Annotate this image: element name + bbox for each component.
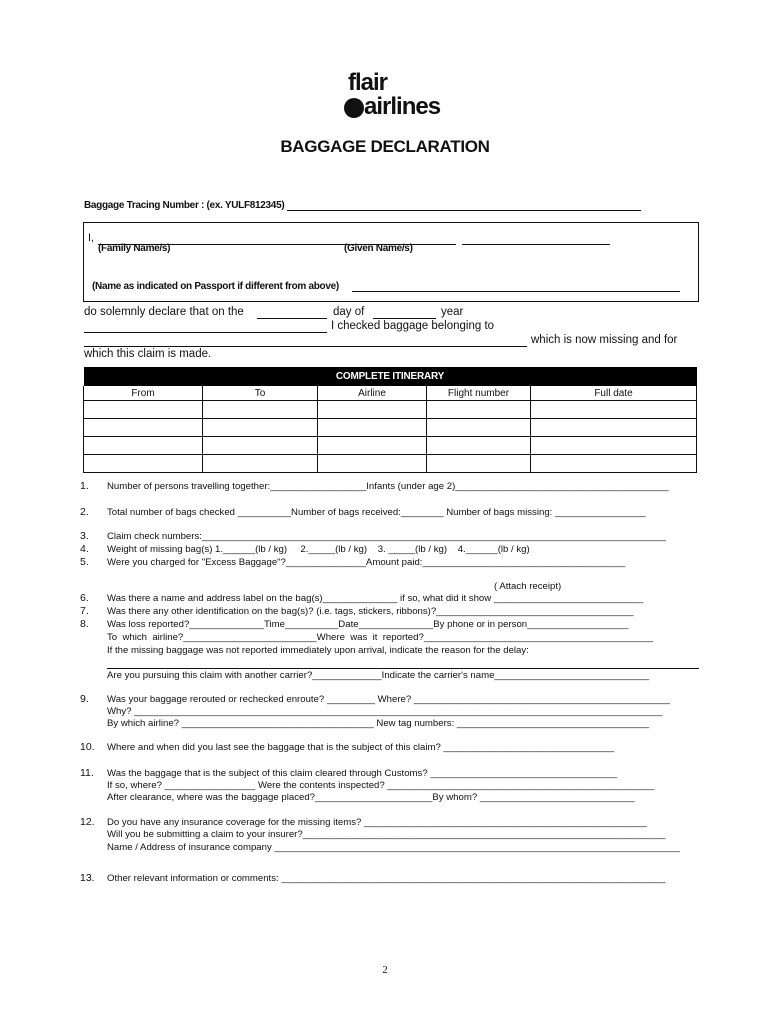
table-cell[interactable] [427, 437, 531, 455]
q13-number: 13. [80, 872, 95, 884]
itinerary-table [83, 367, 697, 473]
q4-text: Weight of missing bag(s) 1.______(lb / kg) 2._____(lb / kg) 3. _____(lb / kg) 4.______(lb / kg) [107, 544, 530, 555]
q7-text: Was there any other identification on the bag(s)? (i.e. tags, stickers, ribbons)?_____________________________________ [107, 606, 634, 617]
table-cell[interactable] [427, 419, 531, 437]
table-cell[interactable] [531, 455, 697, 473]
q12-text: Do you have any insurance coverage for the missing items? _____________________________________________________ [107, 817, 647, 828]
q9-why-text: Why? ___________________________________________________________________________________________________ [107, 706, 663, 717]
table-cell[interactable] [427, 401, 531, 419]
table-cell[interactable] [84, 455, 203, 473]
logo-dot-icon [344, 98, 364, 118]
page-number: 2 [382, 964, 388, 976]
col-to: To [203, 386, 318, 401]
col-airline: Airline [318, 386, 427, 401]
col-full-date: Full date [531, 386, 697, 401]
q3-number: 3. [80, 530, 89, 542]
q1-number: 1. [80, 480, 89, 492]
col-flight-number: Flight number [427, 386, 531, 401]
q11-placed-text: After clearance, where was the baggage placed?______________________By whom? _____________________________ [107, 792, 635, 803]
declaration-missing-text: which is now missing and for [531, 334, 678, 346]
declaration-date-text: do solemnly declare that on the [84, 306, 244, 318]
declaration-day-field[interactable] [257, 318, 327, 319]
tracing-number-label: Baggage Tracing Number : (ex. YULF812345) [84, 200, 285, 211]
q8-number: 8. [80, 618, 89, 630]
q1-text: Number of persons travelling together:__________________Infants (under age 2)________________________________________ [107, 481, 669, 492]
q2-number: 2. [80, 506, 89, 518]
q8-airline-text: To which airline?_________________________Where was it reported?___________________________________________ [107, 632, 654, 643]
q6-number: 6. [80, 592, 89, 604]
table-cell[interactable] [203, 401, 318, 419]
q5-number: 5. [80, 556, 89, 568]
table-cell[interactable] [84, 437, 203, 455]
table-cell[interactable] [318, 419, 427, 437]
q3-text: Claim check numbers:_______________________________________________________________________________________ [107, 531, 667, 542]
declaration-day-of-text: day of [333, 306, 365, 318]
table-cell[interactable] [84, 419, 203, 437]
q6-text: Was there a name and address label on the bag(s)______________ if so, what did it show ____________________________ [107, 593, 644, 604]
col-from: From [84, 386, 203, 401]
table-cell[interactable] [203, 419, 318, 437]
flair-airlines-logo [344, 70, 454, 122]
attach-receipt-note: ( Attach receipt) [494, 581, 562, 592]
q2-text: Total number of bags checked __________Number of bags received:________ Number of bags missing: _________________ [107, 507, 646, 518]
table-row [84, 455, 697, 473]
passport-name-field[interactable] [352, 291, 680, 292]
table-cell[interactable] [203, 437, 318, 455]
q7-number: 7. [80, 605, 89, 617]
q11-where-text: If so, where? _________________ Were the contents inspected? __________________________________________________ [107, 780, 655, 791]
table-row [84, 419, 697, 437]
given-name-field[interactable] [462, 244, 610, 245]
q11-text: Was the baggage that is the subject of this claim cleared through Customs? ___________________________________ [107, 768, 618, 779]
logo-text-airlines: airlines [364, 93, 441, 120]
table-cell[interactable] [84, 401, 203, 419]
q11-number: 11. [80, 767, 94, 779]
declaration-year-field[interactable] [84, 332, 327, 333]
table-cell[interactable] [318, 401, 427, 419]
q9-number: 9. [80, 693, 89, 705]
itinerary-title: COMPLETE ITINERARY [84, 367, 697, 386]
q8-text: Was loss reported?______________Time__________Date______________By phone or in person___________________ [107, 619, 629, 630]
q13-text: Other relevant information or comments: ________________________________________________________________________ [107, 873, 666, 884]
declaration-owner-field[interactable] [84, 346, 527, 347]
table-cell[interactable] [427, 455, 531, 473]
q9-text: Was your baggage rerouted or rechecked enroute? _________ Where? ________________________________________________ [107, 694, 670, 705]
table-cell[interactable] [531, 401, 697, 419]
q9-airline-text: By which airline? ____________________________________ New tag numbers: ____________________________________ [107, 718, 649, 729]
passport-name-label: (Name as indicated on Passport if different from above) [92, 281, 339, 292]
declaration-year-text: year [441, 306, 464, 318]
declaration-belonging-text: I checked baggage belonging to [331, 320, 495, 332]
q10-number: 10. [80, 741, 95, 753]
q5-text: Were you charged for "Excess Baggage"?_______________Amount paid:______________________________________ [107, 557, 626, 568]
logo-text-flair: flair [348, 69, 388, 96]
table-cell[interactable] [203, 455, 318, 473]
family-name-label: (Family Name/s) [98, 243, 171, 254]
table-row [84, 401, 697, 419]
name-i-label: I, [88, 232, 95, 244]
q12-company-text: Name / Address of insurance company ____________________________________________________________________________ [107, 842, 680, 853]
q8-delay-text: If the missing baggage was not reported immediately upon arrival, indicate the reason for the delay: [107, 645, 529, 656]
q8-delay-field[interactable] [107, 668, 699, 669]
table-cell[interactable] [318, 437, 427, 455]
tracing-number-field[interactable] [287, 210, 641, 211]
q10-text: Where and when did you last see the baggage that is the subject of this claim? ________________________________ [107, 742, 615, 753]
table-cell[interactable] [531, 419, 697, 437]
table-row [84, 437, 697, 455]
declaration-month-field[interactable] [373, 318, 436, 319]
q12-number: 12. [80, 816, 95, 828]
q4-number: 4. [80, 543, 89, 555]
q8-carrier-text: Are you pursuing this claim with another carrier?_____________Indicate the carrier's name_____________________________ [107, 670, 650, 681]
page-title: BAGGAGE DECLARATION [280, 137, 490, 156]
declaration-claim-text: which this claim is made. [84, 348, 212, 360]
q12-insurer-text: Will you be submitting a claim to your insurer?____________________________________________________________________ [107, 829, 666, 840]
given-name-label: (Given Name/s) [344, 243, 413, 254]
table-cell[interactable] [318, 455, 427, 473]
table-cell[interactable] [531, 437, 697, 455]
